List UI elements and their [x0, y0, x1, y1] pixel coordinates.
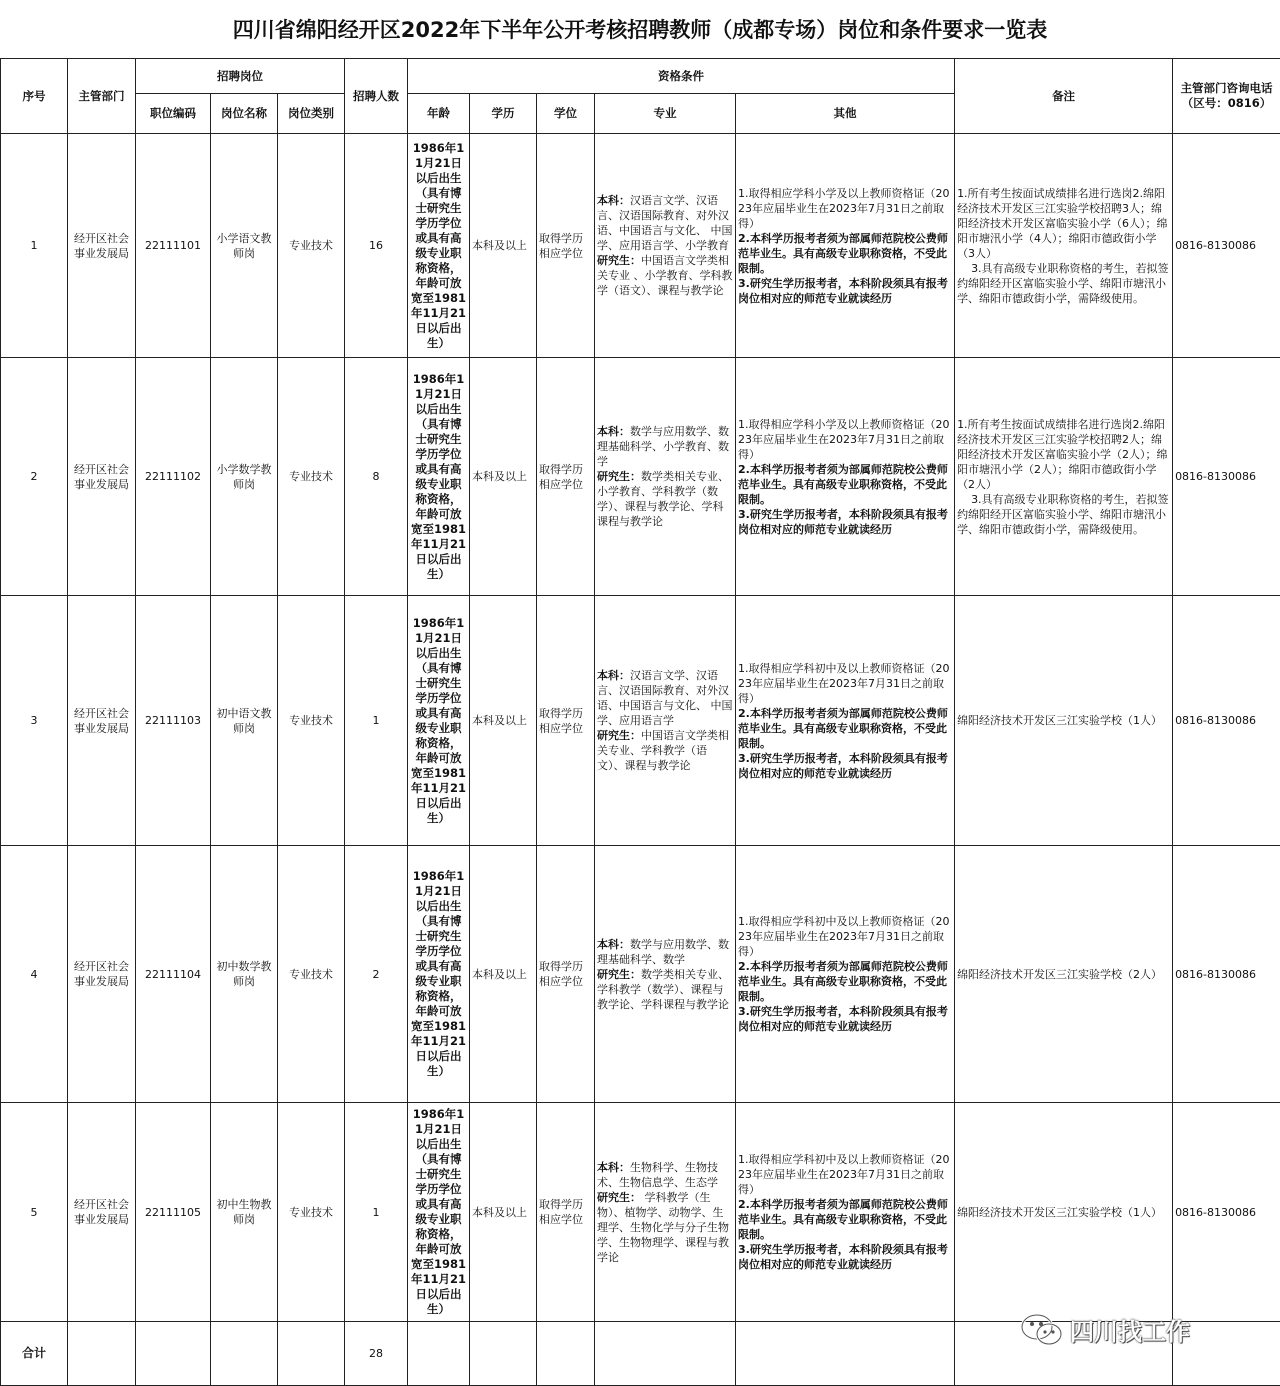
table-row	[1, 134, 1280, 358]
cell-dept: 经开区社会事业发展局	[68, 358, 136, 596]
cell-dept: 经开区社会事业发展局	[68, 1103, 136, 1322]
cell-count: 1	[345, 596, 408, 846]
cell-major	[595, 596, 736, 846]
header-dept: 主管部门	[68, 59, 136, 134]
major-undergrad-label: 本科：	[597, 425, 630, 438]
cell-phone: 0816-8130086	[1173, 358, 1280, 596]
table-row	[1, 358, 1280, 596]
cell-name: 小学语文教师岗	[211, 134, 278, 358]
cell-age: 1986年11月21日以后出生（具有博士研究生学历学位或具有高级专业职称资格，年龄可放宽至1981年11月21日以后出生）	[408, 358, 470, 596]
other-item-3: 3.研究生学历报考者，本科阶段须具有报考岗位相对应的师范专业就读经历	[738, 276, 948, 305]
watermark-text: 四川找工作	[1070, 1318, 1190, 1346]
recruitment-table	[0, 58, 1280, 1386]
other-item-2: 2.本科学历报考者须为部属师范院校公费师范毕业生。具有高级专业职称资格，不受此限制。	[738, 706, 948, 750]
header-code: 职位编码	[136, 94, 211, 134]
wechat-icon	[1020, 1313, 1064, 1347]
major-undergrad: 生物科学、生物技术、生物信息学、生态学	[597, 1160, 718, 1189]
cell-dept: 经开区社会事业发展局	[68, 134, 136, 358]
cell-seq: 2	[1, 358, 68, 596]
major-postgrad-label: 研究生：	[597, 729, 641, 742]
cell-dept: 经开区社会事业发展局	[68, 846, 136, 1103]
cell-code: 22111103	[136, 596, 211, 846]
header-qualification-group: 资格条件	[408, 59, 955, 94]
table-row	[1, 1103, 1280, 1322]
total-label: 合计	[1, 1322, 68, 1386]
cell-degree: 取得学历相应学位	[537, 596, 595, 846]
cell-degree: 取得学历相应学位	[537, 358, 595, 596]
cell-seq: 3	[1, 596, 68, 846]
cell-age: 1986年11月21日以后出生（具有博士研究生学历学位或具有高级专业职称资格，年龄可放宽至1981年11月21日以后出生）	[408, 846, 470, 1103]
cell-education: 本科及以上	[470, 846, 537, 1103]
cell-name: 初中数学教师岗	[211, 846, 278, 1103]
table-row	[1, 596, 1280, 846]
other-item-1: 1.取得相应学科初中及以上教师资格证（2023年应届毕业生在2023年7月31日之前取得）	[738, 661, 950, 705]
major-postgrad: 中国语言文学类相关专业 、小学教育、学科教学（语文）、课程与教学论	[597, 254, 733, 297]
cell-count: 8	[345, 358, 408, 596]
cell-degree: 取得学历相应学位	[537, 1103, 595, 1322]
cell-other	[736, 596, 955, 846]
header-age: 年龄	[408, 94, 470, 134]
cell-category: 专业技术	[278, 134, 345, 358]
major-undergrad-label: 本科：	[597, 1160, 630, 1174]
cell-name: 小学数学教师岗	[211, 358, 278, 596]
cell-name: 初中语文教师岗	[211, 596, 278, 846]
other-item-1: 1.取得相应学科初中及以上教师资格证（2023年应届毕业生在2023年7月31日之前取得）	[738, 1153, 950, 1196]
other-item-1: 1.取得相应学科小学及以上教师资格证（2023年应届毕业生在2023年7月31日之前取得）	[738, 417, 950, 461]
major-postgrad-label: 研究生：	[597, 254, 641, 267]
cell-count: 1	[345, 1103, 408, 1322]
cell-major	[595, 846, 736, 1103]
cell-count: 16	[345, 134, 408, 358]
cell-phone: 0816-8130086	[1173, 134, 1280, 358]
other-item-2: 2.本科学历报考者须为部属师范院校公费师范毕业生。具有高级专业职称资格，不受此限制。	[738, 462, 948, 506]
cell-education: 本科及以上	[470, 134, 537, 358]
major-undergrad: 数学与应用数学、数理基础科学、小学教育、数学	[597, 425, 729, 468]
cell-phone: 0816-8130086	[1173, 596, 1280, 846]
cell-name: 初中生物教师岗	[211, 1103, 278, 1322]
cell-education: 本科及以上	[470, 1103, 537, 1322]
major-postgrad: 学科教学（生物）、植物学、动物学、生理学、生物化学与分子生物学、生物物理学、课程与教学论	[597, 1190, 729, 1264]
cell-code: 22111102	[136, 358, 211, 596]
other-item-2: 2.本科学历报考者须为部属师范院校公费师范毕业生。具有高级专业职称资格，不受此限制。	[738, 1198, 948, 1241]
cell-remark: 1.所有考生按面试成绩排名进行选岗2.绵阳经济技术开发区三江实验学校招聘2人；绵阳经济技术开发区富临实验小学（2人）；绵阳市塘汛小学（2人）；绵阳市德政街小学（2人） 3.具有高级专业职称资格的考生，若拟签约绵阳经开区富临实验小学、绵阳市塘汛小学、绵阳市德政街小学，需降级使用。	[955, 358, 1173, 596]
other-item-3: 3.研究生学历报考者，本科阶段须具有报考岗位相对应的师范专业就读经历	[738, 1005, 948, 1033]
major-postgrad: 数学类相关专业、小学教育、学科教学（数学）、课程与教学论、学科课程与教学论	[597, 470, 729, 528]
cell-code: 22111101	[136, 134, 211, 358]
cell-phone: 0816-8130086	[1173, 1103, 1280, 1322]
total-count: 28	[345, 1322, 408, 1386]
cell-major	[595, 1103, 736, 1322]
cell-count: 2	[345, 846, 408, 1103]
cell-seq: 5	[1, 1103, 68, 1322]
cell-remark: 绵阳经济技术开发区三江实验学校（1人）	[955, 1103, 1173, 1322]
header-education: 学历	[470, 94, 537, 134]
major-undergrad: 汉语言文学、汉语言、汉语国际教育、对外汉语、中国语言与文化、 中国学、应用语言学、小学教育	[597, 194, 733, 252]
cell-education: 本科及以上	[470, 358, 537, 596]
header-category: 岗位类别	[278, 94, 345, 134]
cell-other	[736, 1103, 955, 1322]
header-other: 其他	[736, 94, 955, 134]
cell-phone: 0816-8130086	[1173, 846, 1280, 1103]
major-undergrad: 汉语言文学、汉语言、汉语国际教育、对外汉语、中国语言与文化、 中国学、应用语言学	[597, 669, 733, 727]
major-postgrad-label: 研究生：	[597, 1190, 641, 1204]
cell-major	[595, 358, 736, 596]
watermark	[1020, 1312, 1190, 1347]
cell-seq: 1	[1, 134, 68, 358]
other-item-1: 1.取得相应学科小学及以上教师资格证（2023年应届毕业生在2023年7月31日之前取得）	[738, 186, 950, 230]
header-post-group: 招聘岗位	[136, 59, 345, 94]
major-postgrad: 数学类相关专业、学科教学（数学）、课程与教学论、学科课程与教学论	[597, 967, 729, 1011]
cell-code: 22111104	[136, 846, 211, 1103]
header-remark: 备注	[955, 59, 1173, 134]
cell-remark: 绵阳经济技术开发区三江实验学校（2人）	[955, 846, 1173, 1103]
major-postgrad-label: 研究生：	[597, 470, 641, 483]
cell-category: 专业技术	[278, 596, 345, 846]
other-item-3: 3.研究生学历报考者，本科阶段须具有报考岗位相对应的师范专业就读经历	[738, 751, 948, 780]
header-count: 招聘人数	[345, 59, 408, 134]
cell-age: 1986年11月21日以后出生（具有博士研究生学历学位或具有高级专业职称资格，年龄可放宽至1981年11月21日以后出生）	[408, 134, 470, 358]
page-title: 四川省绵阳经开区2022年下半年公开考核招聘教师（成都专场）岗位和条件要求一览表	[232, 18, 1048, 42]
cell-category: 专业技术	[278, 1103, 345, 1322]
header-phone: 主管部门咨询电话（区号：0816）	[1173, 59, 1280, 134]
other-item-2: 2.本科学历报考者须为部属师范院校公费师范毕业生。具有高级专业职称资格，不受此限制。	[738, 231, 948, 275]
cell-education: 本科及以上	[470, 596, 537, 846]
other-item-3: 3.研究生学历报考者，本科阶段须具有报考岗位相对应的师范专业就读经历	[738, 1243, 948, 1271]
cell-degree: 取得学历相应学位	[537, 134, 595, 358]
cell-seq: 4	[1, 846, 68, 1103]
cell-remark: 绵阳经济技术开发区三江实验学校（1人）	[955, 596, 1173, 846]
major-postgrad: 中国语言文学类相关专业、学科教学（语文）、课程与教学论	[597, 729, 729, 772]
header-name: 岗位名称	[211, 94, 278, 134]
header-seq: 序号	[1, 59, 68, 134]
major-undergrad-label: 本科：	[597, 194, 630, 207]
other-item-3: 3.研究生学历报考者，本科阶段须具有报考岗位相对应的师范专业就读经历	[738, 507, 948, 536]
other-item-2: 2.本科学历报考者须为部属师范院校公费师范毕业生。具有高级专业职称资格，不受此限制。	[738, 960, 948, 1003]
cell-category: 专业技术	[278, 846, 345, 1103]
cell-category: 专业技术	[278, 358, 345, 596]
major-undergrad-label: 本科：	[597, 937, 630, 951]
cell-age: 1986年11月21日以后出生（具有博士研究生学历学位或具有高级专业职称资格，年龄可放宽至1981年11月21日以后出生）	[408, 596, 470, 846]
header-major: 专业	[595, 94, 736, 134]
cell-other	[736, 358, 955, 596]
major-postgrad-label: 研究生：	[597, 967, 641, 981]
cell-age: 1986年11月21日以后出生（具有博士研究生学历学位或具有高级专业职称资格，年龄可放宽至1981年11月21日以后出生）	[408, 1103, 470, 1322]
cell-code: 22111105	[136, 1103, 211, 1322]
cell-other	[736, 846, 955, 1103]
other-item-1: 1.取得相应学科初中及以上教师资格证（2023年应届毕业生在2023年7月31日之前取得）	[738, 915, 950, 958]
cell-degree: 取得学历相应学位	[537, 846, 595, 1103]
cell-other	[736, 134, 955, 358]
cell-dept: 经开区社会事业发展局	[68, 596, 136, 846]
table-row	[1, 846, 1280, 1103]
major-undergrad-label: 本科：	[597, 669, 630, 682]
cell-remark: 1.所有考生按面试成绩排名进行选岗2.绵阳经济技术开发区三江实验学校招聘3人；绵阳经济技术开发区富临实验小学（6人）；绵阳市塘汛小学（4人）；绵阳市德政街小学（3人） 3.具有高级专业职称资格的考生，若拟签约绵阳经开区富临实验小学、绵阳市塘汛小学、绵阳市德政街小学，需降级使用。	[955, 134, 1173, 358]
major-undergrad: 数学与应用数学、数理基础科学、数学	[597, 937, 729, 966]
cell-major	[595, 134, 736, 358]
header-degree: 学位	[537, 94, 595, 134]
